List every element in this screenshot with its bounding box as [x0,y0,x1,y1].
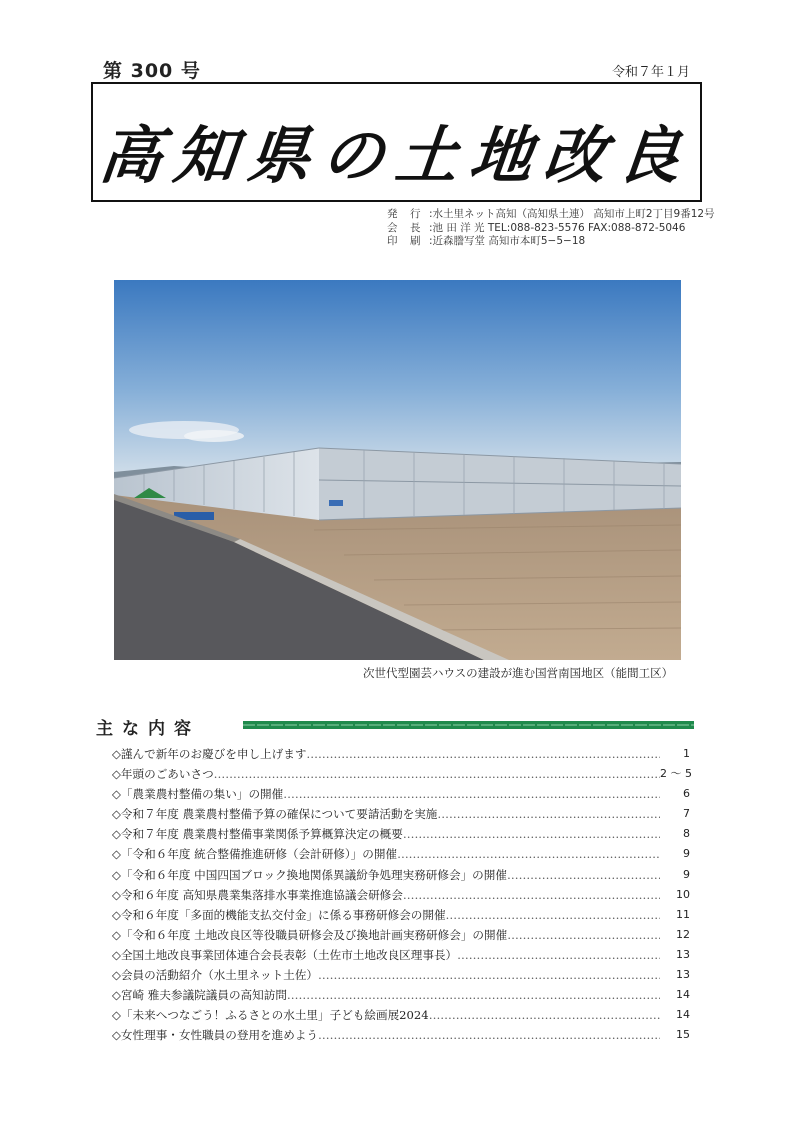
toc-item[interactable] [112,784,690,804]
toc-leader-dots [457,945,660,965]
toc-leader-dots [397,844,660,864]
toc-item-title: ◇「令和６年度 中国四国ブロック換地関係異議紛争処理実務研修会」の開催 [112,867,507,882]
publisher-value: :水土里ネット高知（高知県土連） 高知市上町2丁目9番12号 [429,208,715,220]
greenhouse-photo-illustration [114,280,681,660]
toc-item[interactable] [112,885,690,905]
issue-date: 令和７年１月 [612,65,691,80]
toc-item[interactable] [112,1025,690,1045]
contents-heading-rule [243,719,694,731]
contents-heading: 主な内容 [96,719,200,739]
newsletter-title: 高知県の土地改良 [96,119,696,192]
toc-item-page: 11 [676,907,690,921]
publisher-row-printer [387,235,715,249]
toc-item[interactable] [112,804,690,824]
toc-item-page: 12 [676,927,690,941]
publisher-row-chair [387,222,715,236]
toc-item[interactable] [112,965,690,985]
publisher-info [387,208,715,249]
toc-leader-dots [507,925,660,945]
toc-item-page: 14 [676,1008,690,1022]
toc-item-page: 6 [683,787,690,801]
toc-item-title: ◇「未来へつなごう！ふるさとの水土里」子ども絵画展2024 [112,1008,429,1023]
toc-item[interactable] [112,764,690,784]
blue-tarp [329,500,343,506]
toc-item-page: 13 [676,968,690,982]
publisher-label: 発 行 [387,208,422,220]
toc-leader-dots [403,885,660,905]
toc-item-title: ◇令和７年度 農業農村整備予算の確保について要請活動を実施 [112,807,438,822]
toc-leader-dots [507,865,660,885]
toc-leader-dots [446,905,660,925]
toc-item[interactable] [112,925,690,945]
toc-item-title: ◇謹んで新年のお慶びを申し上げます [112,747,307,761]
toc-leader-dots [214,764,660,784]
toc-leader-dots [403,824,660,844]
publisher-value: :近森謄写堂 高知市本町5−5−18 [429,235,586,247]
title-box [91,82,702,202]
toc-item-page: 10 [676,887,690,901]
publisher-row-issuer [387,208,715,222]
toc-item[interactable] [112,945,690,965]
toc-leader-dots [287,985,660,1005]
toc-item-page: 7 [683,807,690,821]
toc-item-title: ◇「令和６年度 統合整備推進研修（会計研修）」の開催 [112,847,398,862]
sky [114,280,681,480]
toc-leader-dots [318,965,660,985]
toc-leader-dots [283,784,660,804]
toc-item-title: ◇宮崎 雅夫参議院議員の高知訪問 [112,988,287,1003]
cover-photo [114,280,681,660]
toc-item-title: ◇会員の活動紹介（水土里ネット土佐） [112,968,319,983]
toc-item[interactable] [112,985,690,1005]
toc-item-page: 14 [676,988,690,1002]
cloud [184,430,244,442]
publisher-label: 印 刷 [387,235,422,247]
toc-item[interactable] [112,744,690,764]
toc-item-page: 13 [676,947,690,961]
toc-item-title: ◇令和７年度 農業農村整備事業関係予算概算決定の概要 [112,827,403,842]
toc-item[interactable] [112,824,690,844]
toc-item-title: ◇「農業農村整備の集い」の開催 [112,787,284,802]
photo-caption: 次世代型園芸ハウスの建設が進む国営南国地区（能間工区） [363,666,674,680]
toc-item-title: ◇年頭のごあいさつ [112,767,214,782]
toc-item-page: 1 [683,747,690,760]
toc-item[interactable] [112,905,690,925]
toc-leader-dots [306,744,660,764]
toc-item-title: ◇令和６年度 高知県農業集落排水事業推進協議会研修会 [112,887,403,902]
table-of-contents [112,744,690,1045]
toc-item-title: ◇女性理事・女性職員の登用を進めよう [112,1028,319,1043]
publisher-value: :池 田 洋 光 TEL:088-823-5576 FAX:088-872-5046 [429,221,686,234]
toc-item-title: ◇全国土地改良事業団体連合会長表彰（土佐市土地改良区理事長） [112,947,458,962]
toc-leader-dots [318,1025,660,1045]
toc-item-page: 2 ～ 5 [660,767,692,781]
issue-number: 第 300 号 [103,60,201,82]
toc-item-title: ◇「令和６年度 土地改良区等役職員研修会及び換地計画実務研修会」の開催 [112,927,508,942]
toc-item-page: 9 [683,867,690,881]
toc-item-page: 15 [676,1028,690,1042]
toc-leader-dots [429,1005,660,1025]
toc-item[interactable] [112,1005,690,1025]
toc-item-title: ◇令和６年度「多面的機能支払交付金」に係る事務研修会の開催 [112,907,446,922]
toc-item-page: 8 [683,827,690,841]
toc-item-page: 9 [683,847,690,861]
toc-leader-dots [437,804,660,824]
publisher-label: 会 長 [387,221,422,234]
toc-item[interactable] [112,844,690,864]
toc-item[interactable] [112,865,690,885]
